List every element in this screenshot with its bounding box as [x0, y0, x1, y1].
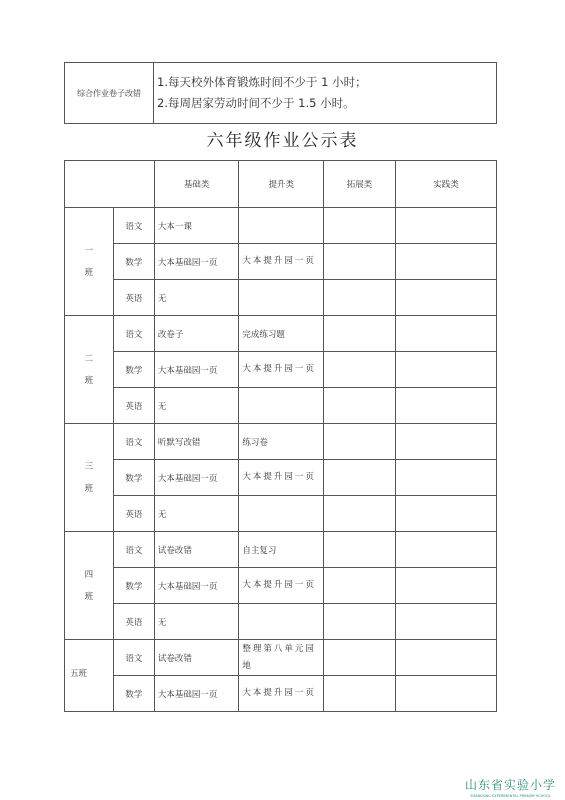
header-corner: [65, 161, 155, 208]
advanced-cell: 整理第八单元园地: [239, 640, 324, 676]
header-extension: 拓展类: [324, 161, 396, 208]
basic-cell: 大本基础园一页: [154, 460, 239, 496]
subject-cell: 英语: [113, 496, 154, 532]
basic-cell: 试卷改错: [154, 640, 239, 676]
basic-cell: 无: [154, 388, 239, 424]
class-name-part: 班: [84, 375, 94, 386]
practice-cell: [396, 460, 497, 496]
subject-cell: 英语: [113, 604, 154, 640]
extension-cell: [324, 316, 396, 352]
table-row: [65, 388, 497, 424]
extension-cell: [324, 208, 396, 244]
extension-cell: [324, 604, 396, 640]
basic-cell: 无: [154, 280, 239, 316]
basic-cell: 大本基础园一页: [154, 568, 239, 604]
basic-cell: 试卷改错: [154, 532, 239, 568]
top-row-line-2: 2.每周居家劳动时间不少于 1.5 小时。: [157, 96, 355, 110]
subject-cell: 数学: [113, 568, 154, 604]
practice-cell: [396, 676, 497, 712]
school-logo: [465, 776, 556, 798]
extension-cell: [324, 280, 396, 316]
basic-cell: 改卷子: [154, 316, 239, 352]
top-row-content: [154, 63, 497, 124]
subject-cell: 数学: [113, 460, 154, 496]
practice-cell: [396, 280, 497, 316]
homework-table: [64, 160, 497, 712]
extension-cell: [324, 460, 396, 496]
homework-table-body: [65, 161, 497, 712]
extension-cell: [324, 568, 396, 604]
advanced-cell: [239, 496, 324, 532]
advanced-cell: 大本提升园一页: [239, 460, 324, 496]
table-row: [65, 424, 497, 460]
school-logo-english: SHANDONG EXPERIMENTAL PRIMARY SCHOOL: [470, 794, 551, 798]
extension-cell: [324, 676, 396, 712]
subject-cell: 语文: [113, 208, 154, 244]
advanced-cell: [239, 280, 324, 316]
extension-cell: [324, 352, 396, 388]
class-name: [65, 424, 114, 532]
header-advanced: 提升类: [239, 161, 324, 208]
table-row: [65, 244, 497, 280]
advanced-cell: [239, 604, 324, 640]
class-name-part: 班: [84, 267, 94, 278]
practice-cell: [396, 424, 497, 460]
school-logo-chinese: 山东省实验小学: [465, 778, 557, 792]
extension-cell: [324, 244, 396, 280]
practice-cell: [396, 568, 497, 604]
class-name-part: 班: [84, 591, 94, 602]
table-row: [65, 676, 497, 712]
header-row: [65, 161, 497, 208]
advanced-cell: 自主复习: [239, 532, 324, 568]
table-row: [65, 568, 497, 604]
practice-cell: [396, 244, 497, 280]
subject-cell: 语文: [113, 640, 154, 676]
table-row: [65, 496, 497, 532]
advanced-cell: 完成练习题: [239, 316, 324, 352]
page-title: 六年级作业公示表: [206, 131, 359, 151]
practice-cell: [396, 640, 497, 676]
table-row: [65, 640, 497, 676]
advanced-cell: 大本提升园一页: [239, 352, 324, 388]
practice-cell: [396, 496, 497, 532]
class-name: [65, 532, 114, 640]
advanced-cell: 大本提升园一页: [239, 244, 324, 280]
subject-cell: 英语: [113, 388, 154, 424]
class-name: [65, 316, 114, 424]
table-row: [65, 280, 497, 316]
advanced-cell: [239, 388, 324, 424]
extension-cell: [324, 496, 396, 532]
header-practice: 实践类: [396, 161, 497, 208]
practice-cell: [396, 604, 497, 640]
practice-cell: [396, 388, 497, 424]
class-name-part: 五班: [70, 669, 88, 679]
class-name-part: 班: [84, 483, 94, 494]
advanced-cell: 大本提升园一页: [239, 676, 324, 712]
subject-cell: 英语: [113, 280, 154, 316]
extension-cell: [324, 388, 396, 424]
top-row-label: 综合作业卷子改错: [65, 63, 154, 124]
table-row: [65, 532, 497, 568]
top-row: [65, 63, 497, 124]
basic-cell: 大本基础园一页: [154, 676, 239, 712]
class-name-part: 一: [84, 245, 94, 256]
subject-cell: 语文: [113, 424, 154, 460]
table-row: [65, 604, 497, 640]
top-row-line-1: 1.每天校外体育锻炼时间不少于 1 小时；: [157, 75, 367, 89]
practice-cell: [396, 352, 497, 388]
table-row: [65, 460, 497, 496]
subject-cell: 语文: [113, 316, 154, 352]
basic-cell: 大本基础园一页: [154, 244, 239, 280]
basic-cell: 大本基础园一页: [154, 352, 239, 388]
header-basic: 基础类: [154, 161, 239, 208]
table-row: [65, 316, 497, 352]
top-table: [64, 62, 497, 124]
subject-cell: 语文: [113, 532, 154, 568]
extension-cell: [324, 532, 396, 568]
basic-cell: 大本一课: [154, 208, 239, 244]
advanced-cell: 大本提升园一页: [239, 568, 324, 604]
practice-cell: [396, 208, 497, 244]
class-name: [65, 640, 114, 712]
advanced-cell: [239, 208, 324, 244]
class-name-part: 二: [84, 353, 94, 364]
class-name: [65, 208, 114, 316]
basic-cell: 无: [154, 496, 239, 532]
class-name-part: 四: [84, 569, 94, 580]
class-name-part: 三: [84, 461, 94, 472]
extension-cell: [324, 424, 396, 460]
practice-cell: [396, 316, 497, 352]
subject-cell: 数学: [113, 244, 154, 280]
extension-cell: [324, 640, 396, 676]
subject-cell: 数学: [113, 352, 154, 388]
table-row: [65, 352, 497, 388]
advanced-cell: 练习卷: [239, 424, 324, 460]
table-row: [65, 208, 497, 244]
subject-cell: 数学: [113, 676, 154, 712]
basic-cell: 无: [154, 604, 239, 640]
practice-cell: [396, 532, 497, 568]
basic-cell: 听默写改错: [154, 424, 239, 460]
